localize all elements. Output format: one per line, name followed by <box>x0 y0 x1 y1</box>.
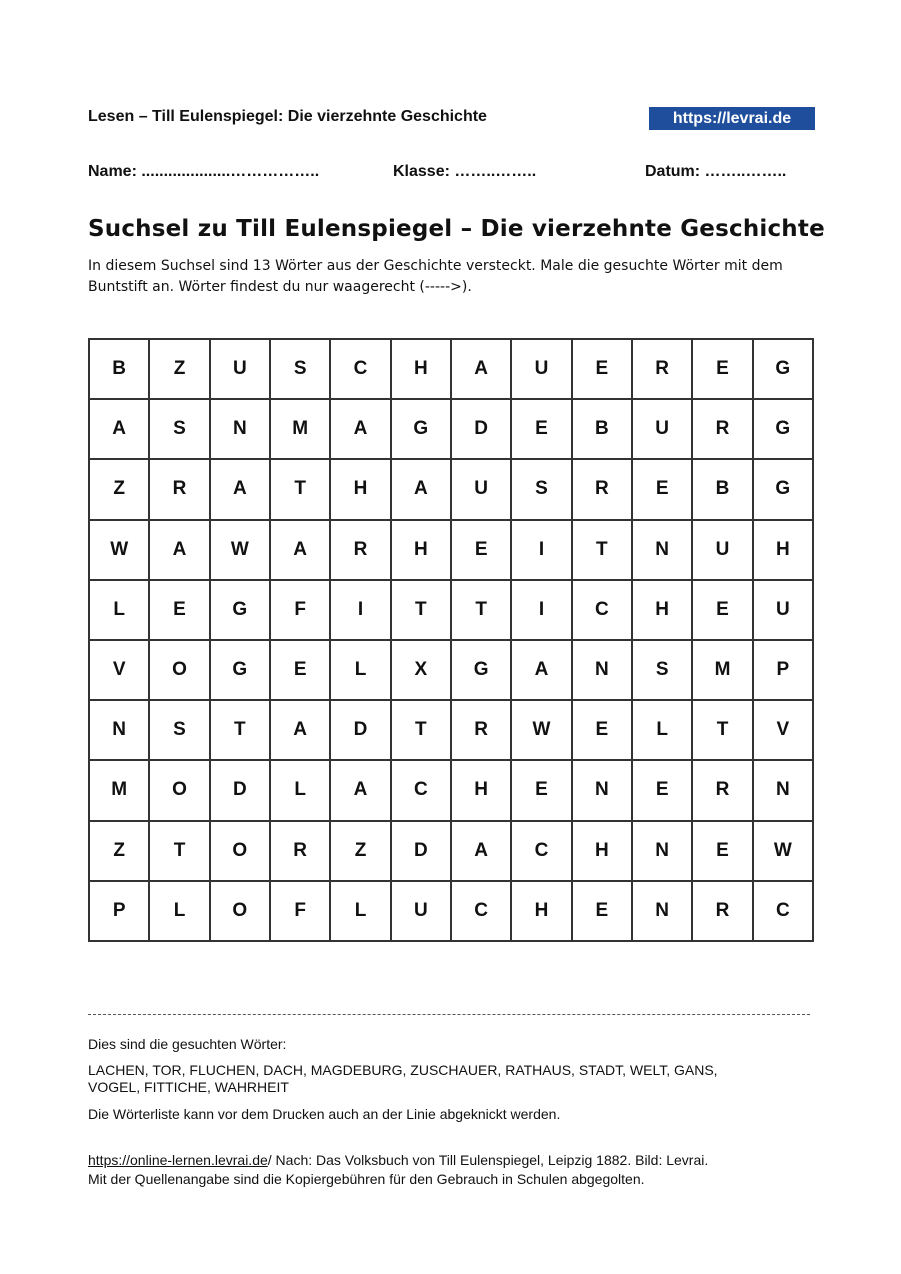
grid-cell[interactable]: G <box>451 640 511 700</box>
grid-cell[interactable]: A <box>330 399 390 459</box>
grid-cell[interactable]: A <box>451 821 511 881</box>
grid-cell[interactable]: R <box>572 459 632 519</box>
grid-cell[interactable]: B <box>692 459 752 519</box>
grid-cell[interactable]: T <box>210 700 270 760</box>
grid-cell[interactable]: M <box>89 760 149 820</box>
grid-cell[interactable]: Z <box>89 459 149 519</box>
grid-cell[interactable]: P <box>753 640 813 700</box>
grid-cell[interactable]: N <box>210 399 270 459</box>
grid-cell[interactable]: G <box>753 339 813 399</box>
grid-cell[interactable]: I <box>511 580 571 640</box>
grid-cell[interactable]: V <box>753 700 813 760</box>
grid-cell[interactable]: U <box>210 339 270 399</box>
grid-cell[interactable]: A <box>451 339 511 399</box>
source-line-2: Mit der Quellenangabe sind die Kopiergebühren für den Gebrauch in Schulen abgegolten. <box>88 1171 645 1187</box>
grid-cell[interactable]: E <box>511 399 571 459</box>
grid-cell[interactable]: L <box>149 881 209 941</box>
source-text: / Nach: Das Volksbuch von Till Eulenspiegel, Leipzig 1882. Bild: Levrai. <box>267 1152 709 1168</box>
grid-cell[interactable]: B <box>89 339 149 399</box>
puzzle-instructions: In diesem Suchsel sind 13 Wörter aus der Geschichte versteckt. Male die gesuchte Wörter mit dem Buntstift an. Wörter findest du nur waagerecht (----->). <box>88 258 783 295</box>
datum-field: Datum: ……..…….. <box>645 163 787 180</box>
grid-cell[interactable]: G <box>391 399 451 459</box>
grid-cell[interactable]: N <box>632 520 692 580</box>
grid-cell[interactable]: C <box>753 881 813 941</box>
grid-cell[interactable]: D <box>330 700 390 760</box>
grid-cell[interactable]: A <box>511 640 571 700</box>
grid-cell[interactable]: H <box>753 520 813 580</box>
grid-cell[interactable]: R <box>692 760 752 820</box>
grid-cell[interactable]: C <box>451 881 511 941</box>
grid-cell[interactable]: E <box>572 881 632 941</box>
grid-cell[interactable]: C <box>330 339 390 399</box>
grid-cell[interactable]: H <box>632 580 692 640</box>
grid-cell[interactable]: R <box>451 700 511 760</box>
grid-cell[interactable]: H <box>391 339 451 399</box>
grid-cell[interactable]: W <box>89 520 149 580</box>
source-link[interactable]: https://online-lernen.levrai.de <box>88 1152 268 1168</box>
grid-cell[interactable]: Z <box>149 339 209 399</box>
grid-cell[interactable]: A <box>391 459 451 519</box>
answer-word-list <box>88 1062 788 1096</box>
source-line-1 <box>88 1151 808 1170</box>
grid-cell[interactable]: L <box>330 881 390 941</box>
name-field: Name: ....................…………….. <box>88 163 320 180</box>
grid-cell[interactable]: N <box>753 760 813 820</box>
grid-cell[interactable]: C <box>572 580 632 640</box>
grid-cell[interactable]: Z <box>330 821 390 881</box>
grid-cell[interactable]: A <box>270 520 330 580</box>
grid-cell[interactable]: C <box>511 821 571 881</box>
grid-cell[interactable]: T <box>451 580 511 640</box>
grid-cell[interactable]: S <box>511 459 571 519</box>
grid-cell[interactable]: M <box>270 399 330 459</box>
grid-cell[interactable]: A <box>149 520 209 580</box>
grid-cell[interactable]: U <box>391 881 451 941</box>
grid-cell[interactable]: I <box>330 580 390 640</box>
grid-cell[interactable]: S <box>632 640 692 700</box>
grid-cell[interactable]: N <box>89 700 149 760</box>
grid-cell[interactable]: U <box>451 459 511 519</box>
site-link-badge[interactable]: https://levrai.de <box>649 107 815 130</box>
grid-cell[interactable]: S <box>149 399 209 459</box>
grid-cell[interactable]: T <box>391 580 451 640</box>
grid-cell[interactable]: S <box>149 700 209 760</box>
grid-cell[interactable]: W <box>210 520 270 580</box>
grid-cell[interactable]: F <box>270 580 330 640</box>
grid-cell[interactable]: E <box>692 821 752 881</box>
grid-cell[interactable]: E <box>692 339 752 399</box>
grid-cell[interactable]: E <box>632 459 692 519</box>
grid-cell[interactable]: A <box>89 399 149 459</box>
grid-cell[interactable]: W <box>511 700 571 760</box>
grid-cell[interactable]: V <box>89 640 149 700</box>
grid-cell[interactable]: H <box>572 821 632 881</box>
grid-cell[interactable]: S <box>270 339 330 399</box>
grid-cell[interactable]: U <box>632 399 692 459</box>
grid-cell[interactable]: H <box>511 881 571 941</box>
grid-cell[interactable]: H <box>391 520 451 580</box>
grid-cell[interactable]: M <box>692 640 752 700</box>
grid-cell[interactable]: E <box>692 580 752 640</box>
grid-cell[interactable]: O <box>149 760 209 820</box>
fold-divider <box>88 1014 810 1015</box>
grid-cell[interactable]: E <box>632 760 692 820</box>
grid-cell[interactable]: R <box>692 399 752 459</box>
grid-cell[interactable]: H <box>451 760 511 820</box>
grid-cell[interactable]: B <box>572 399 632 459</box>
grid-cell[interactable]: T <box>149 821 209 881</box>
grid-cell[interactable]: P <box>89 881 149 941</box>
grid-cell[interactable]: H <box>330 459 390 519</box>
grid-cell[interactable]: U <box>511 339 571 399</box>
grid-cell[interactable]: T <box>270 459 330 519</box>
grid-cell[interactable]: G <box>210 580 270 640</box>
grid-cell[interactable]: E <box>511 760 571 820</box>
answer-line-1: LACHEN, TOR, FLUCHEN, DACH, MAGDEBURG, ZUSCHAUER, RATHAUS, STADT, WELT, GANS, <box>88 1062 718 1078</box>
header-title: Lesen – Till Eulenspiegel: Die vierzehnte Geschichte <box>88 108 487 125</box>
grid-cell[interactable]: D <box>210 760 270 820</box>
grid-cell[interactable]: N <box>632 821 692 881</box>
grid-cell[interactable]: T <box>692 700 752 760</box>
grid-cell[interactable]: L <box>330 640 390 700</box>
grid-cell[interactable]: E <box>572 339 632 399</box>
grid-cell[interactable]: E <box>270 640 330 700</box>
word-search-grid <box>88 338 814 942</box>
grid-cell[interactable]: T <box>572 520 632 580</box>
grid-cell[interactable]: R <box>632 339 692 399</box>
grid-cell[interactable]: N <box>572 640 632 700</box>
grid-cell[interactable]: A <box>330 760 390 820</box>
grid-cell[interactable]: R <box>330 520 390 580</box>
grid-cell[interactable]: G <box>753 399 813 459</box>
answer-line-2: VOGEL, FITTICHE, WAHRHEIT <box>88 1079 289 1095</box>
puzzle-title: Suchsel zu Till Eulenspiegel – Die vierzehnte Geschichte <box>88 216 825 242</box>
grid-cell[interactable]: F <box>270 881 330 941</box>
grid-cell[interactable]: L <box>632 700 692 760</box>
grid-cell[interactable]: N <box>572 760 632 820</box>
grid-cell[interactable]: D <box>451 399 511 459</box>
grid-cell[interactable]: U <box>692 520 752 580</box>
grid-cell[interactable]: X <box>391 640 451 700</box>
grid-cell[interactable]: Z <box>89 821 149 881</box>
grid-cell[interactable]: E <box>451 520 511 580</box>
grid-cell[interactable]: L <box>270 760 330 820</box>
grid-cell[interactable]: O <box>149 640 209 700</box>
grid-cell[interactable]: U <box>753 580 813 640</box>
klasse-field: Klasse: ……..…….. <box>393 163 537 180</box>
grid-cell[interactable]: R <box>692 881 752 941</box>
grid-cell[interactable]: W <box>753 821 813 881</box>
grid-cell[interactable]: A <box>270 700 330 760</box>
grid-cell[interactable]: D <box>391 821 451 881</box>
grid-cell[interactable]: R <box>270 821 330 881</box>
grid-cell[interactable]: R <box>149 459 209 519</box>
grid-cell[interactable]: C <box>391 760 451 820</box>
grid-cell[interactable]: G <box>210 640 270 700</box>
grid-cell[interactable]: A <box>210 459 270 519</box>
grid-cell[interactable]: G <box>753 459 813 519</box>
source-credit <box>88 1151 808 1189</box>
grid-cell[interactable]: I <box>511 520 571 580</box>
grid-cell[interactable]: O <box>210 821 270 881</box>
grid-cell[interactable]: T <box>391 700 451 760</box>
grid-cell[interactable]: L <box>89 580 149 640</box>
grid-cell[interactable]: O <box>210 881 270 941</box>
grid-cell[interactable]: E <box>572 700 632 760</box>
fold-note: Die Wörterliste kann vor dem Drucken auch an der Linie abgeknickt werden. <box>88 1106 561 1122</box>
grid-cell[interactable]: N <box>632 881 692 941</box>
answer-intro: Dies sind die gesuchten Wörter: <box>88 1036 287 1052</box>
grid-cell[interactable]: E <box>149 580 209 640</box>
